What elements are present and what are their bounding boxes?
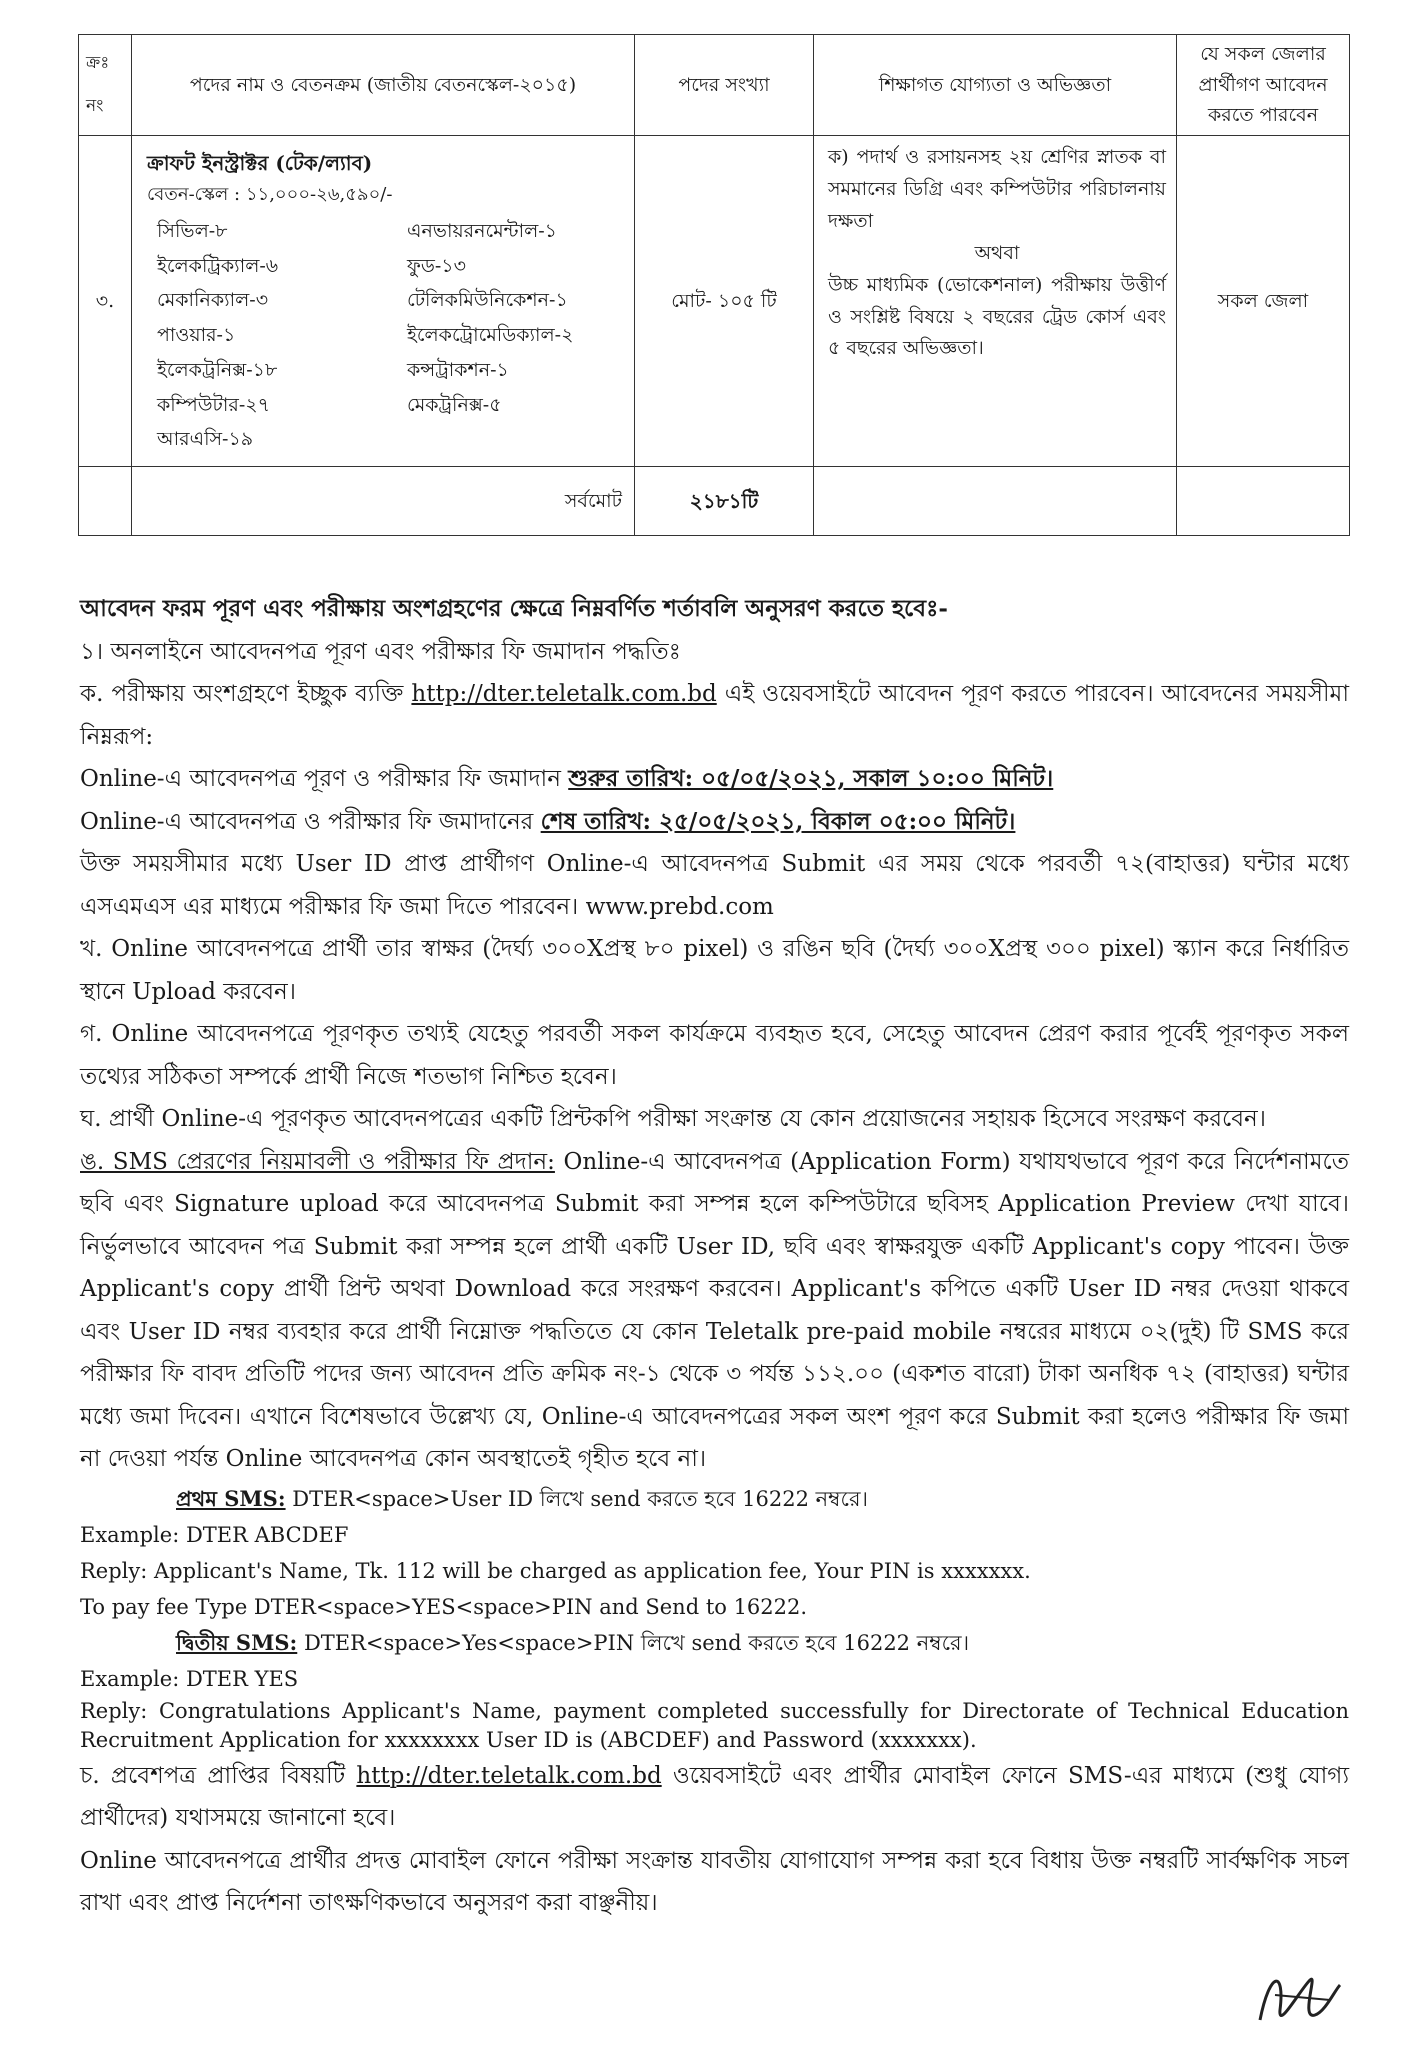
- sms1-pay: To pay fee Type DTER<space>YES<space>PIN and Send to 16222.: [80, 1594, 808, 1619]
- instruction-1: ১। অনলাইনে আবেদনপত্র পূরণ এবং পরীক্ষার ফি জমাদান পদ্ধতিঃ: [80, 638, 681, 665]
- header-post-name: পদের নাম ও বেতনক্রম (জাতীয় বেতনস্কেল-২০১৫): [132, 35, 635, 136]
- instruction-ga: গ. Online আবেদনপত্রে পূরণকৃত তথ্যই যেহেতু পরবর্তী সকল কার্যক্রমে ব্যবহৃত হবে, সেহেতু আবেদন প্রেরণ করার পূর্বেই পূরণকৃত সকল তথ্যের সঠিকতা সম্পর্কে প্রার্থী নিজে শতভাগ নিশ্চিত হবেন।: [80, 1021, 1349, 1090]
- sms1-example: Example: DTER ABCDEF: [80, 1522, 349, 1547]
- instructions: [80, 588, 1349, 1925]
- qualification-or: অথবা: [974, 241, 1020, 264]
- trade-list: [157, 214, 633, 457]
- trade-item: ইলেকট্রোমেডিক্যাল-২: [407, 324, 574, 347]
- pay-scale: বেতন-স্কেল : ১১,০০০-২৬,৫৯০/-: [147, 184, 393, 205]
- trade-item: [407, 422, 647, 457]
- trade-item: এনভায়রনমেন্টাল-১: [407, 219, 557, 242]
- header-serial: ক্রঃ নং: [79, 35, 132, 136]
- instruction-ka: ক. পরীক্ষায় অংশগ্রহণে ইচ্ছুক ব্যক্তি http://dter.teletalk.com.bd এই ওয়েবসাইটে আবেদন পূরণ করতে পারবেন। আবেদনের সময়সীমা নিম্নরূপ:: [80, 681, 1349, 750]
- header-post-count: পদের সংখ্যা: [635, 35, 814, 136]
- row-qualification: [814, 136, 1177, 467]
- qualification-option-2: উচ্চ মাধ্যমিক (ভোকেশনাল) পরীক্ষায় উত্তীর্ণ ও সংশ্লিষ্ট বিষয়ে ২ বছরের ট্রেড কোর্স এবং ৫ বছরের অভিজ্ঞতা।: [828, 273, 1166, 360]
- sms1-line: প্রথম SMS: DTER<space>User ID লিখে send করতে হবে 16222 নম্বরে।: [176, 1485, 869, 1511]
- table-header-row: [79, 35, 1350, 136]
- row-serial: ৩.: [79, 136, 132, 467]
- total-row: [79, 467, 1350, 536]
- end-date-line: Online-এ আবেদনপত্র ও পরীক্ষার ফি জমাদানের শেষ তারিখ: ২৫/০৫/২০২১, বিকাল ০৫:০০ মিনিট।: [80, 807, 1016, 835]
- website-link[interactable]: http://dter.teletalk.com.bd: [356, 1762, 662, 1789]
- trade-item: পাওয়ার-১: [157, 324, 236, 347]
- post-title: ক্রাফট ইনস্ট্রাক্টর (টেক/ল্যাব): [147, 151, 373, 175]
- trade-item: মেকট্রনিক্স-৫: [407, 393, 502, 416]
- sms2-reply: Reply: Congratulations Applicant's Name, payment completed successfully for Directorate of Technical Education Recruitment Application for xxxxxxxx User ID is (ABCDEF) and Password (xxxxxxx).: [80, 1698, 1349, 1752]
- sms1-reply: Reply: Applicant's Name, Tk. 112 will be charged as application fee, Your PIN is xxxxxxx.: [80, 1558, 1031, 1583]
- header-districts: যে সকল জেলার প্রার্থীগণ আবেদন করতে পারবেন: [1177, 35, 1350, 136]
- start-date-line: Online-এ আবেদনপত্র পূরণ ও পরীক্ষার ফি জমাদান শুরুর তারিখ: ০৫/০৫/২০২১, সকাল ১০:০০ মিনিট।: [80, 765, 1054, 792]
- trade-item: আরএসি-১৯: [157, 428, 254, 451]
- trade-item: ইলেকট্রনিক্স-১৮: [157, 358, 278, 381]
- sms1-label: প্রথম SMS:: [176, 1485, 286, 1511]
- trade-item: কম্পিউটার-২৭: [157, 393, 270, 416]
- qualification-option-1: ক) পদার্থ ও রসায়নসহ ২য় শ্রেণির স্নাতক বা সমমানের ডিগ্রি এবং কম্পিউটার পরিচালনায় দক্ষতা: [828, 146, 1166, 232]
- website-link[interactable]: http://dter.teletalk.com.bd: [411, 681, 717, 707]
- instructions-heading: আবেদন ফরম পূরণ এবং পরীক্ষায় অংশগ্রহণের ক্ষেত্রে নিম্নবর্ণিত শর্তাবলি অনুসরণ করতে হবেঃ-: [80, 595, 948, 622]
- trade-item: ফুড-১৩: [407, 254, 466, 277]
- start-date: শুরুর তারিখ: ০৫/০৫/২০২১, সকাল ১০:০০ মিনিট।: [568, 765, 1054, 792]
- header-qualification: শিক্ষাগত যোগ্যতা ও অভিজ্ঞতা: [814, 35, 1177, 136]
- trade-item: কন্সট্রাকশন-১: [407, 358, 509, 381]
- instruction-kha: খ. Online আবেদনপত্রে প্রার্থী তার স্বাক্ষর (দৈর্ঘ্য ৩০০Xপ্রস্থ ৮০ pixel) ও রঙিন ছবি (দৈর্ঘ্য ৩০০Xপ্রস্থ ৩০০ pixel) স্ক্যান করে নির্ধারিত স্থানে Upload করবেন।: [80, 936, 1349, 1005]
- instruction-umo: ঙ. SMS প্রেরণের নিয়মাবলী ও পরীক্ষার ফি প্রদান: Online-এ আবেদনপত্র (Application Form) যথাযথভাবে পূরণ করে নির্দেশনামতে ছবি এবং Signature upload করে আবেদনপত্র Submit করা সম্পন্ন হলে কম্পিউটারে ছবিসহ Application Preview দেখা যাবে। নির্ভুলভাবে আবেদন পত্র Submit করা সম্পন্ন হলে প্রার্থী একটি User ID, ছবি এবং স্বাক্ষরযুক্ত একটি Applicant's copy পাবেন। উক্ত Applicant's copy প্রার্থী প্রিন্ট অথবা Download করে সংরক্ষণ করবেন। Applicant's কপিতে একটি User ID নম্বর দেওয়া থাকবে এবং User ID নম্বর ব্যবহার করে প্রার্থী নিম্নোক্ত পদ্ধতিতে যে কোন Teletalk pre-paid mobile নম্বরের মাধ্যমে ০২(দুই) টি SMS করে পরীক্ষার ফি বাবদ প্রতিটি পদের জন্য আবেদন প্রতি ক্রমিক নং-১ থেকে ৩ পর্যন্ত ১১২.০০ (একশত বারো) টাকা অনধিক ৭২ (বাহাত্তর) ঘন্টার মধ্যে জমা দিবেন। এখানে বিশেষভাবে উল্লেখ্য যে, Online-এ আবেদনপত্রের সকল অংশ পূরণ করে Submit করা হলেও পরীক্ষার ফি জমা না দেওয়া পর্যন্ত Online আবেদনপত্র কোন অবস্থাতেই গৃহীত হবে না।: [80, 1148, 1349, 1472]
- sms2-example: Example: DTER YES: [80, 1666, 299, 1691]
- row-districts: সকল জেলা: [1177, 136, 1350, 467]
- instruction-gha: ঘ. প্রার্থী Online-এ পূরণকৃত আবেদনপত্রের একটি প্রিন্টকপি পরীক্ষা সংক্রান্ত যে কোন প্রয়োজনের সহায়ক হিসেবে সংরক্ষণ করবেন।: [80, 1106, 1266, 1132]
- row-post-count: মোট- ১০৫ টি: [635, 136, 814, 467]
- instruction-last: Online আবেদনপত্রে প্রার্থীর প্রদত্ত মোবাইল ফোনে পরীক্ষা সংক্রান্ত যাবতীয় যোগাযোগ সম্পন্ন করা হবে বিধায় উক্ত নম্বরটি সার্বক্ষণিক সচল রাখা এবং প্রাপ্ত নির্দেশনা তাৎক্ষণিকভাবে অনুসরণ করা বাঞ্ছনীয়।: [80, 1847, 1349, 1916]
- table-row: [79, 136, 1350, 467]
- signature-mark: [1240, 1950, 1350, 2040]
- posts-table: [78, 34, 1350, 536]
- total-value: ২১৮১টি: [635, 467, 814, 536]
- sms2-line: দ্বিতীয় SMS: DTER<space>Yes<space>PIN লিখে send করতে হবে 16222 নম্বরে।: [176, 1629, 970, 1655]
- total-empty-cell: [814, 467, 1177, 536]
- total-label: সর্বমোট: [132, 467, 635, 536]
- trade-item: ইলেকট্রিক্যাল-৬: [157, 254, 279, 277]
- end-date: শেষ তারিখ: ২৫/০৫/২০২১, বিকাল ০৫:০০ মিনিট।: [540, 807, 1016, 835]
- total-empty-cell: [79, 467, 132, 536]
- sms2-label: দ্বিতীয় SMS:: [176, 1629, 298, 1655]
- trade-item: মেকানিক্যাল-৩: [157, 289, 269, 312]
- sms-time-note: উক্ত সময়সীমার মধ্যে User ID প্রাপ্ত প্রার্থীগণ Online-এ আবেদনপত্র Submit এর সময় থেকে পরবর্তী ৭২(বাহাত্তর) ঘন্টার মধ্যে এসএমএস এর মাধ্যমে পরীক্ষার ফি জমা দিতে পারবেন। www.prebd.com: [80, 851, 1349, 920]
- instruction-cha: চ. প্রবেশপত্র প্রাপ্তির বিষয়টি http://dter.teletalk.com.bd ওয়েবসাইটে এবং প্রার্থীর মোবাইল ফোনে SMS-এর মাধ্যমে (শুধু যোগ্য প্রার্থীদের) যথাসময়ে জানানো হবে।: [80, 1762, 1349, 1831]
- trade-item: টেলিকমিউনিকেশন-১: [407, 289, 568, 312]
- total-empty-cell: [1177, 467, 1350, 536]
- sms-rules-label: ঙ. SMS প্রেরণের নিয়মাবলী ও পরীক্ষার ফি প্রদান:: [80, 1148, 555, 1175]
- row-post-name: [132, 136, 635, 467]
- trade-item: সিভিল-৮: [157, 219, 228, 242]
